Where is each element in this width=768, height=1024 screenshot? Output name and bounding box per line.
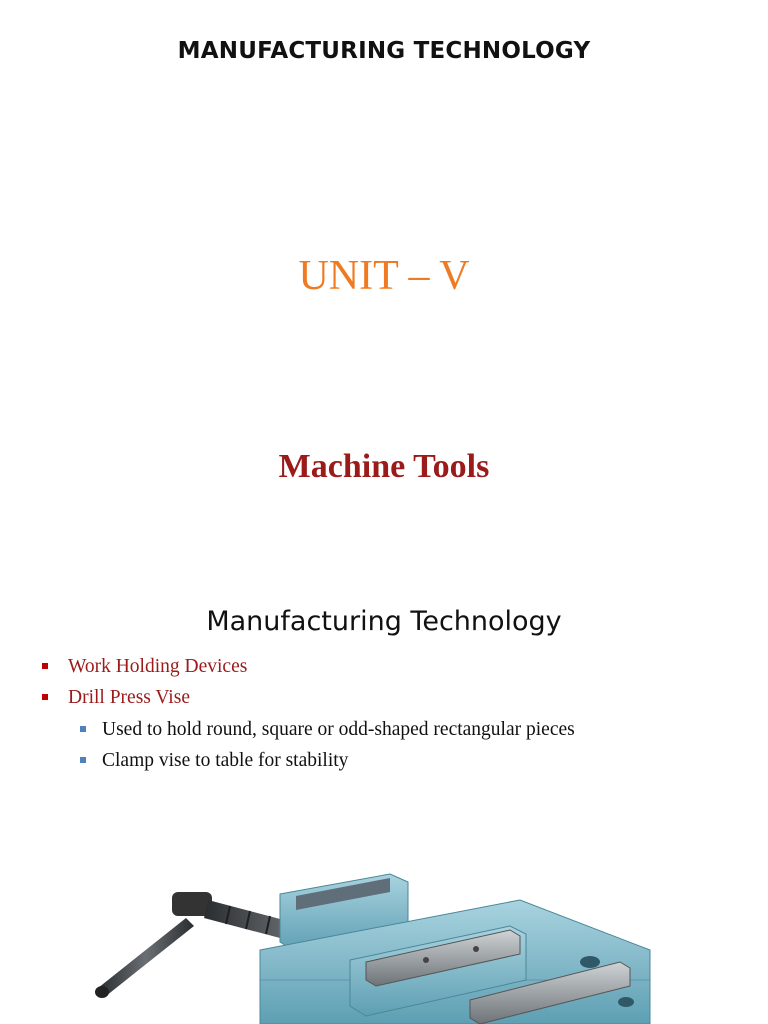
slide-title: Manufacturing Technology bbox=[206, 606, 562, 637]
list-item bbox=[68, 656, 247, 678]
header-title: MANUFACTURING TECHNOLOGY bbox=[177, 38, 591, 64]
list-item-text: Drill Press Vise bbox=[68, 687, 190, 708]
square-bullet-icon bbox=[80, 757, 86, 763]
list-item-text: Clamp vise to table for stability bbox=[102, 750, 349, 771]
list-item bbox=[68, 687, 190, 709]
list-item-text: Work Holding Devices bbox=[68, 656, 248, 677]
unit-title: UNIT – V bbox=[298, 253, 470, 299]
square-bullet-icon bbox=[80, 726, 86, 732]
square-bullet-icon bbox=[42, 663, 48, 669]
list-item bbox=[102, 719, 575, 741]
section-title: Machine Tools bbox=[278, 448, 490, 485]
drill-press-vise-image bbox=[90, 830, 670, 1024]
square-bullet-icon bbox=[42, 694, 48, 700]
list-item bbox=[102, 750, 348, 772]
list-item-text: Used to hold round, square or odd-shaped rectangular pieces bbox=[102, 719, 575, 740]
content-slide bbox=[0, 580, 768, 1024]
